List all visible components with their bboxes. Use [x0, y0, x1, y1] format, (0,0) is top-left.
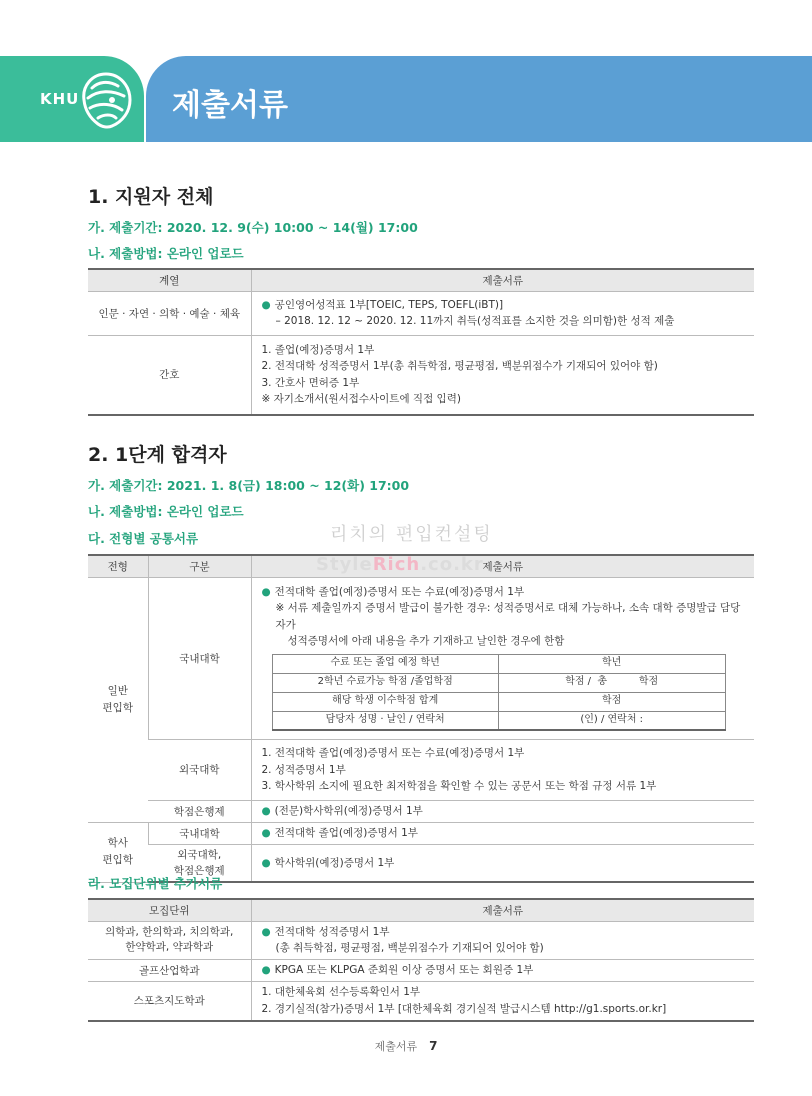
form-value: (인) / 연락처 :: [498, 711, 725, 730]
row-unit: 스포츠지도학과: [88, 981, 251, 1021]
doc-line: ※ 자기소개서(원서접수사이트에 직접 입력): [261, 393, 461, 406]
doc-line: 2. 성적증명서 1부: [261, 763, 346, 776]
type-domestic: 국내대학: [148, 822, 251, 844]
form-label: 2학년 수료가능 학점 /졸업학점: [272, 673, 498, 692]
bullet-icon: ●: [261, 963, 271, 976]
doc-line: ※ 서류 제출일까지 증명서 발급이 불가한 경우: 성적증명서로 대체 가능하나, 소속 대학 증명발급 담당자가: [275, 602, 741, 631]
section-3-title: 라. 모집단위별 추가서류: [88, 876, 223, 891]
doc-line: 학사학위(예정)증명서 1부: [274, 856, 395, 869]
row-documents: [251, 577, 754, 740]
col-header-documents: 제출서류: [251, 899, 754, 921]
col-header-documents: 제출서류: [251, 269, 754, 291]
row-documents: [251, 291, 754, 335]
page-title: 제출서류: [172, 88, 288, 123]
watermark-text: 리치의 편입컨설팅: [330, 524, 493, 545]
bullet-icon: ●: [261, 925, 271, 938]
section-2-title: 2. 1단계 합격자: [88, 444, 227, 466]
row-documents: [251, 844, 754, 882]
watermark-url: [316, 554, 484, 575]
doc-line: 3. 학사학위 소지에 필요한 최저학점을 확인할 수 있는 공문서 또는 학점 규정 서류 1부: [261, 780, 657, 792]
doc-line: (전문)학사학위(예정)증명서 1부: [274, 804, 423, 817]
section-1-title: 1. 지원자 전체: [88, 186, 214, 208]
track-general: 일반 편입학: [88, 577, 148, 822]
type-credit-bank: 학점은행제: [148, 800, 251, 822]
doc-line: 성적증명서에 아래 내용을 추가 기재하고 날인한 경우에 한함: [287, 635, 565, 647]
row-documents: [251, 335, 754, 415]
doc-line: – 2018. 12. 12 ~ 2020. 12. 11까지 취득(성적표를 소지한 것을 의미함)한 성적 제출: [275, 315, 675, 327]
section-1-period: 가. 제출기간: 2020. 12. 9(수) 10:00 ~ 14(월) 17:00: [88, 220, 418, 235]
doc-line: 2. 경기실적(참가)증명서 1부 [대한체육회 경기실적 발급시스템 http://g1.sports.or.kr]: [261, 1002, 667, 1015]
row-documents: [251, 822, 754, 844]
row-unit: 의학과, 한의학과, 치의학과, 한약학과, 약과학과: [88, 921, 251, 959]
watermark-part: .co.kr: [420, 554, 484, 575]
table-additional-docs: [88, 898, 754, 1022]
form-label: 수료 또는 졸업 예정 학년: [272, 654, 498, 673]
form-value: 학점 / 총 학점: [498, 673, 725, 692]
section-2-common-docs: 다. 전형별 공통서류: [88, 531, 199, 546]
section-2-period: 가. 제출기간: 2021. 1. 8(금) 18:00 ~ 12(화) 17:00: [88, 478, 410, 493]
watermark-part: Style: [316, 554, 373, 575]
doc-line: 전적대학 졸업(예정)증명서 또는 수료(예정)증명서 1부: [274, 585, 525, 598]
confirmation-form-table: [272, 654, 726, 732]
doc-line: 1. 전적대학 졸업(예정)증명서 또는 수료(예정)증명서 1부: [261, 747, 525, 759]
row-category: 간호: [88, 335, 251, 415]
section-2-method: 나. 제출방법: 온라인 업로드: [88, 504, 244, 519]
bullet-icon: ●: [261, 298, 271, 311]
row-documents: [251, 800, 754, 822]
doc-line: 전적대학 졸업(예정)증명서 1부: [274, 826, 418, 839]
doc-line: KPGA 또는 KLPGA 준회원 이상 증명서 또는 회원증 1부: [274, 963, 534, 976]
watermark-part: Rich: [372, 554, 421, 575]
section-1-method: 나. 제출방법: 온라인 업로드: [88, 246, 244, 261]
doc-line: 1. 졸업(예정)증명서 1부: [261, 343, 375, 356]
doc-line: 3. 간호사 면허증 1부: [261, 376, 360, 389]
page-footer: [0, 1038, 812, 1054]
form-label: 해당 학생 이수학점 합계: [272, 692, 498, 711]
track-bachelor: 학사 편입학: [88, 822, 148, 882]
bullet-icon: ●: [261, 804, 271, 817]
doc-line: (총 취득학점, 평균평점, 백분위점수가 기재되어 있어야 함): [275, 942, 544, 954]
form-value: 학점: [498, 692, 725, 711]
bullet-icon: ●: [261, 856, 271, 869]
doc-line: 1. 대한체육회 선수등록확인서 1부: [261, 986, 421, 999]
row-documents: [251, 959, 754, 981]
col-header-track: 전형: [88, 555, 148, 577]
table-applicants-all: [88, 268, 754, 416]
type-domestic: 국내대학: [148, 577, 251, 740]
row-documents: [251, 981, 754, 1021]
type-foreign-credit: 외국대학, 학점은행제: [148, 844, 251, 882]
khu-logo-text: KHU: [40, 90, 80, 108]
lion-logo-icon: [78, 70, 134, 130]
table-first-stage: [88, 554, 754, 883]
footer-label: 제출서류: [374, 1040, 418, 1053]
col-header-unit: 모집단위: [88, 899, 251, 921]
form-value: 학년: [498, 654, 725, 673]
doc-line: 전적대학 성적증명서 1부: [274, 925, 390, 938]
row-documents: [251, 740, 754, 801]
page-number: 7: [429, 1039, 438, 1053]
row-category: 인문 · 자연 · 의학 · 예술 · 체육: [88, 291, 251, 335]
row-documents: [251, 921, 754, 959]
col-header-category: 계열: [88, 269, 251, 291]
col-header-documents: 제출서류: [251, 555, 754, 577]
bullet-icon: ●: [261, 585, 271, 598]
row-unit: 골프산업학과: [88, 959, 251, 981]
type-foreign: 외국대학: [148, 740, 251, 801]
doc-line: 2. 전적대학 성적증명서 1부(총 취득학점, 평균평점, 백분위점수가 기재되어 있어야 함): [261, 360, 658, 373]
col-header-type: 구분: [148, 555, 251, 577]
bullet-icon: ●: [261, 826, 271, 839]
form-label: 담당자 성명 · 날인 / 연락처: [272, 711, 498, 730]
doc-line: 공인영어성적표 1부[TOEIC, TEPS, TOEFL(iBT)]: [274, 298, 504, 311]
